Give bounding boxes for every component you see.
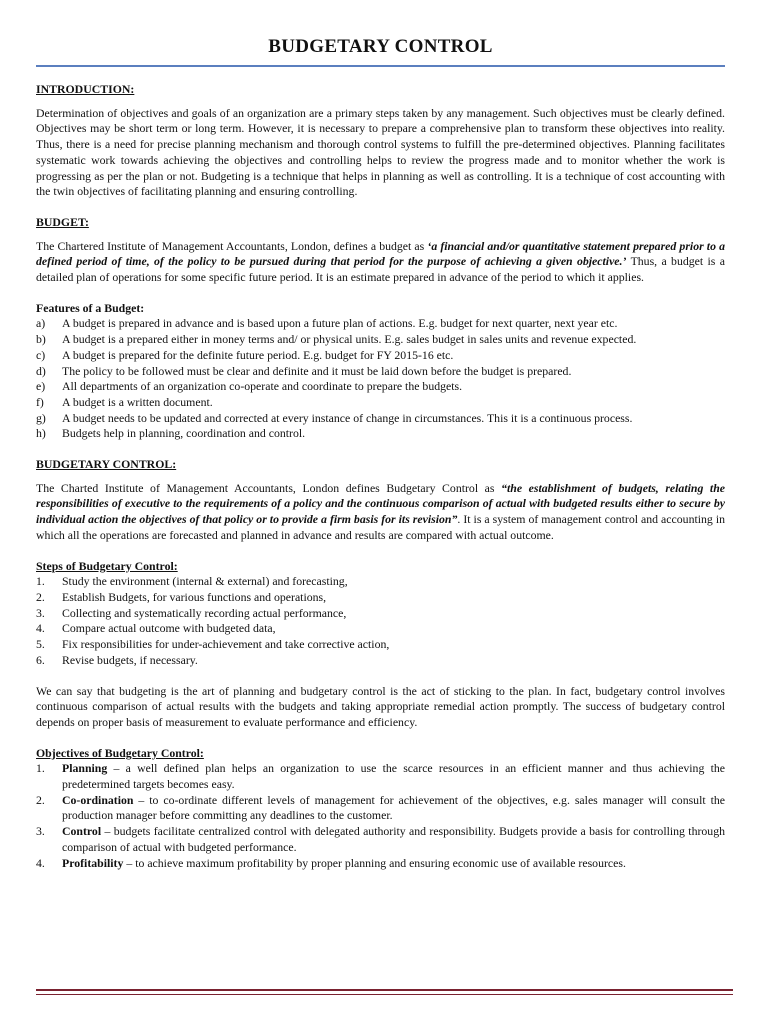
list-item: 2. Establish Budgets, for various functions and operations,: [36, 589, 327, 604]
list-item: 3. Control – budgets facilitate centralized control with delegated authority and responsibility. Budgets provide a basis for controlling through comparison of actual with budgeted performance.: [36, 824, 725, 854]
control-definition-quote: “the establishment of budgets, relating the responsibilities of executive to the requirements of a policy and the continuous comparison of actual with budgeted results either to secure by individual action the objectives of that policy or to provide a firm basis for its revision”: [36, 480, 725, 527]
footer-divider-thin: [36, 994, 733, 995]
list-item: e) All departments of an organization co-operate and coordinate to prepare the budgets.: [36, 379, 463, 394]
list-item: 3. Collecting and systematically recording actual performance,: [36, 605, 347, 620]
list-item: 4. Profitability – to achieve maximum profitability by proper planning and ensuring economic use of available resources.: [36, 855, 626, 870]
list-item: c) A budget is prepared for the definite future period. E.g. budget for FY 2015-16 etc.: [36, 347, 454, 362]
budget-definition-intro: The Chartered Institute of Management Accountants, London, defines a budget as: [36, 238, 428, 253]
list-item: a) A budget is prepared in advance and is based upon a future plan of actions. E.g. budget for next quarter, next year etc.: [36, 316, 618, 331]
list-item: 5. Fix responsibilities for under-achievement and take corrective action,: [36, 637, 390, 652]
intro-paragraph: Determination of objectives and goals of an organization are a primary steps taken by any management. Such objectives must be clearly defined. Objectives may be short term or long term. However, it is necessary to prepare a comprehensive plan to transform these objectives into reality. Thus, there is a need for precise planning mechanism and thorough control systems to fulfill the pre-determined objectives. Planning facilitates systematic work towards achieving the objectives and controlling helps to review the progress made and to monitor whether the work is progressing as per the plan or not. Budgeting is a technique that helps in planning as well as controlling. It is a technique of cost accounting with the twin objectives of facilitating planning and ensuring controlling.: [36, 105, 725, 199]
budget-definition: [36, 239, 725, 286]
document-body: [36, 82, 725, 871]
list-item: 2. Co-ordination – to co-ordinate different levels of management for achievement of the objectives, e.g. sales manager will consult the production manager before committing any deadlines to the customer.: [36, 792, 725, 823]
list-item: f) A budget is a written document.: [36, 394, 213, 409]
intro-heading: INTRODUCTION:: [36, 82, 135, 96]
control-definition-tail: . It is a system of management control and accounting in which all the operations are forecasted and planned in advance and results are compared with actual outcome.: [36, 512, 726, 542]
list-item: 1. Study the environment (internal & external) and forecasting,: [36, 574, 348, 589]
title-divider: [36, 65, 725, 67]
budgetary-control-heading: BUDGETARY CONTROL:: [36, 457, 177, 472]
steps-heading: Steps of Budgetary Control:: [36, 558, 178, 573]
list-item: g) A budget needs to be updated and corrected at every instance of change in circumstances. This it is a continuous process.: [36, 410, 633, 425]
budget-definition-quote: ‘a financial and/or quantitative statement prepared prior to a defined period of time, of the policy to be pursued during that period for the purpose of achieving a given objective.’: [36, 238, 725, 269]
list-item: 1. Planning – a well defined plan helps an organization to use the scarce resources in an efficient manner and thus achieving the predetermined targets becomes easy.: [36, 761, 725, 792]
budget-heading: BUDGET:: [36, 214, 89, 229]
objectives-heading: Objectives of Budgetary Control:: [36, 745, 204, 760]
budgetary-control-definition: [36, 481, 725, 544]
list-item: b) A budget is a prepared either in money terms and/ or physical units. E.g. sales budget in sales units and revenue expected.: [36, 332, 637, 347]
list-item: d) The policy to be followed must be clear and definite and it must be laid down before the budget is prepared.: [36, 363, 572, 378]
summary-paragraph: We can say that budgeting is the art of planning and budgetary control is the act of sticking to the plan. In fact, budgetary control involves continuous comparison of actual results with the budgets and taking appropriate remedial action promptly. The success of budgetary control depends on proper basis of measurement to evaluate performance and efficiency.: [36, 683, 725, 729]
features-list: [36, 316, 725, 442]
control-definition-intro: The Charted Institute of Management Accountants, London defines Budgetary Control as: [36, 480, 502, 495]
steps-list: [36, 574, 725, 668]
list-item: 4. Compare actual outcome with budgeted data,: [36, 621, 276, 636]
page-title: BUDGETARY CONTROL: [268, 36, 493, 57]
list-item: 6. Revise budgets, if necessary.: [36, 652, 198, 667]
features-heading: Features of a Budget:: [36, 300, 145, 315]
objectives-list: [36, 761, 725, 871]
budget-definition-tail: Thus, a budget is a detailed plan of operations for some specific future period. It is an estimate prepared in advance of the period to which it applies.: [36, 254, 725, 285]
list-item: h) Budgets help in planning, coordination and control.: [36, 426, 306, 441]
footer-divider: [36, 989, 733, 991]
